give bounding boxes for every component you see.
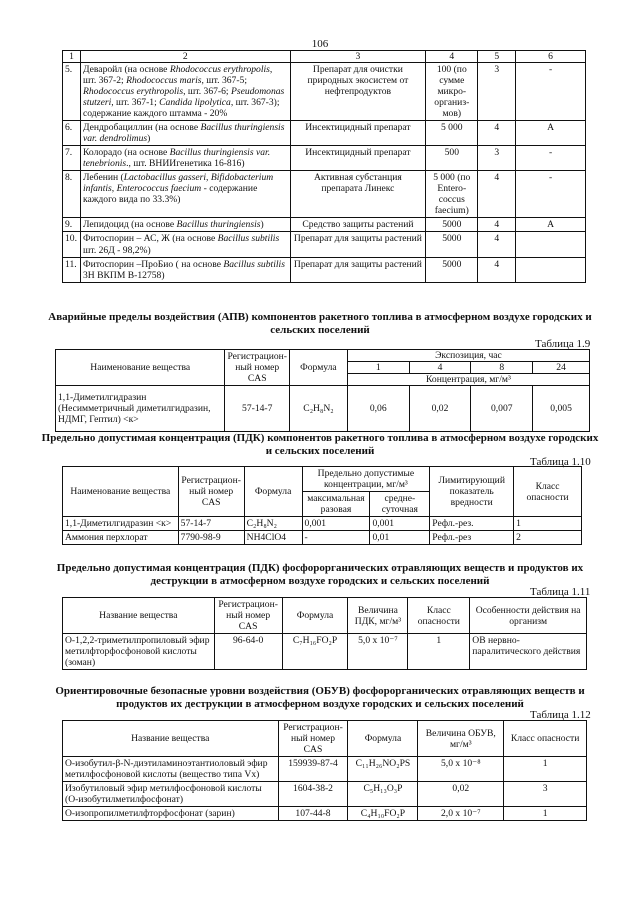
formula: C₄H₁₀FO₂P	[348, 807, 418, 821]
preparation-name: Фитоспорин –ПроБио ( на основе Bacillus subtilis 3Н ВКПМ В-12758)	[80, 257, 290, 282]
preparation-purpose: Инсектицидный препарат	[290, 146, 426, 171]
note-cell: -	[516, 171, 586, 218]
header-exposure: Экспозиция, час	[347, 350, 589, 362]
table-row	[63, 517, 582, 531]
header-concentration: Концентрация, мг/м³	[347, 374, 589, 386]
section-heading-1-12: Ориентировочные безопасные уровни воздействия (ОБУВ) фосфорорганических отравляющих веществ и продуктов их деструкции в атмосферном воздухе городских и сельских поселений	[55, 685, 585, 711]
col-number: 3	[290, 51, 426, 63]
row-number: 7.	[63, 146, 81, 171]
preparation-name: Лебенин (Lactobacillus gasseri, Bifidobacterium infantis, Enterococcus faecium - содержание каждого вида по 33.3%)	[80, 171, 290, 218]
header-hour: 4	[409, 362, 471, 374]
hazard-class: 4	[478, 232, 516, 257]
obuv-value: 5,0 x 10⁻⁸	[418, 757, 504, 782]
note-cell: -	[516, 63, 586, 121]
hazard-class: 1	[514, 517, 582, 531]
header-name: Наименование вещества	[56, 350, 225, 386]
value-cell: 0,06	[347, 386, 409, 432]
header-formula: Формула	[244, 467, 302, 517]
substance-name: 1,1-Диметилгидразин <к>	[63, 517, 179, 531]
header-pdk: Предельно допустимые концентрации, мг/м³	[302, 467, 430, 492]
preparation-name: Деваройл (на основе Rhodococcus erythropolis, шт. 367-2; Rhodococcus maris, шт. 367-5; Rhodococcus erythropolis, шт. 367-6; Pseudomonas stutzeri, шт. 367-1; Candida lipolytica, шт. 367-3); содержание каждого штамма - 20%	[80, 63, 290, 121]
formula: C₅H₁₃O₃P	[348, 782, 418, 807]
header-obuv: Величина ОБУВ, мг/м³	[418, 721, 504, 757]
header-hour: 1	[347, 362, 409, 374]
table-row	[63, 51, 586, 63]
cas-number: 1604-38-2	[278, 782, 348, 807]
table-row	[63, 232, 586, 257]
substance-name: Изобутиловый эфир метилфосфоновой кислоты (О-изобутилметилфосфонат)	[63, 782, 279, 807]
hazard-class: 2	[514, 531, 582, 545]
substance-name: Аммония перхлорат	[63, 531, 179, 545]
pdk-value: 5,0 x 10⁻⁷	[348, 634, 408, 670]
row-number: 6.	[63, 121, 81, 146]
header-max: максимальная разовая	[302, 492, 370, 517]
hazard-class: 1	[408, 634, 470, 670]
substance-name: 1,1-Диметилгидразин (Несимметричный диметилгидразин, НДМГ, Гептил) <к>	[56, 386, 225, 432]
value-cell: 0,02	[409, 386, 471, 432]
note-cell	[516, 232, 586, 257]
cas-number: 7790-98-9	[178, 531, 244, 545]
substance-name: О-изопропилметилфторфосфонат (зарин)	[63, 807, 279, 821]
hazard-class: 3	[504, 782, 587, 807]
header-limiting: Лимитирующий показатель вредности	[430, 467, 514, 517]
obuv-value: 2,0 x 10⁻⁷	[418, 807, 504, 821]
header-avg: средне-суточная	[370, 492, 430, 517]
header-formula: Формула	[282, 598, 348, 634]
note-cell: -	[516, 146, 586, 171]
row-number: 8.	[63, 171, 81, 218]
norm-value: 5000	[426, 257, 478, 282]
hazard-class: 1	[504, 807, 587, 821]
pdk-rocket-table	[62, 466, 582, 545]
table-row	[63, 146, 586, 171]
table-row	[63, 218, 586, 232]
row-number: 5.	[63, 63, 81, 121]
header-features: Особенности действия на организм	[470, 598, 587, 634]
section-heading-1-10: Предельно допустимая концентрация (ПДК) компонентов ракетного топлива в атмосферном воздухе городских и сельских поселений	[41, 432, 599, 458]
section-heading-1-11: Предельно допустимая концентрация (ПДК) фосфорорганических отравляющих веществ и продуктов их деструкции в атмосферном воздухе городских и сельских поселений	[56, 562, 584, 588]
daily-avg-value: 0,001	[370, 517, 430, 531]
formula: C₇H₁₆FO₂P	[282, 634, 348, 670]
norm-value: 5000	[426, 232, 478, 257]
table-label-1-9: Таблица 1.9	[535, 338, 591, 350]
table-row	[56, 350, 590, 362]
hazard-class: 4	[478, 218, 516, 232]
table-row	[63, 467, 582, 492]
header-class: Класс опасности	[504, 721, 587, 757]
norm-value: 100 (по сумме микро-организ-мов)	[426, 63, 478, 121]
header-cas: Регистрацион-ный номер CAS	[178, 467, 244, 517]
microbial-preparations-table	[62, 50, 586, 283]
preparation-name: Фитоспорин – АС, Ж (на основе Bacillus subtilis шт. 26Д - 98,2%)	[80, 232, 290, 257]
substance-name: О-изобутил-β-N-диэтиламиноэтантиоловый эфир метилфосфоновой кислоты (вещество типа Vx)	[63, 757, 279, 782]
col-number: 6	[516, 51, 586, 63]
norm-value: 5000	[426, 218, 478, 232]
hazard-class: 4	[478, 171, 516, 218]
table-row	[63, 721, 587, 757]
pdk-organophosphate-table	[62, 597, 587, 670]
norm-value: 500	[426, 146, 478, 171]
table-label-1-11: Таблица 1.11	[530, 586, 591, 598]
header-name: Название вещества	[63, 598, 215, 634]
preparation-purpose: Инсектицидный препарат	[290, 121, 426, 146]
header-cas: Регистрацион-ный номер CAS	[214, 598, 282, 634]
action-features: ОВ нервно-паралитического действия	[470, 634, 587, 670]
table-row	[63, 121, 586, 146]
table-row	[63, 782, 587, 807]
col-number: 1	[63, 51, 81, 63]
cas-number: 159939-87-4	[278, 757, 348, 782]
hazard-class: 3	[478, 63, 516, 121]
header-name: Наименование вещества	[63, 467, 179, 517]
col-number: 5	[478, 51, 516, 63]
formula: NH4ClO4	[244, 531, 302, 545]
table-row	[63, 171, 586, 218]
cas-number: 107-44-8	[278, 807, 348, 821]
table-row	[63, 257, 586, 282]
table-row	[63, 598, 587, 634]
note-cell: А	[516, 218, 586, 232]
hazard-class: 4	[478, 121, 516, 146]
preparation-name: Дендробациллин (на основе Bacillus thuringiensis var. dendrolimus)	[80, 121, 290, 146]
substance-name: О-1,2,2-триметилпропиловый эфир метилфторфосфоновой кислоты (зоман)	[63, 634, 215, 670]
obuv-value: 0,02	[418, 782, 504, 807]
header-cas: Регистрацион-ный номер CAS	[225, 350, 290, 386]
header-formula: Формула	[348, 721, 418, 757]
preparation-name: Колорадо (на основе Bacillus thuringiensis var. tenebrionis., шт. ВНИИгенетика 16-816)	[80, 146, 290, 171]
limiting-indicator: Рефл.-рез	[430, 531, 514, 545]
table-row	[63, 807, 587, 821]
table-label-1-12: Таблица 1.12	[530, 709, 591, 721]
row-number: 10.	[63, 232, 81, 257]
header-hour: 24	[533, 362, 590, 374]
preparation-name: Лепидоцид (на основе Bacillus thuringiensis)	[80, 218, 290, 232]
preparation-purpose: Средство защиты растений	[290, 218, 426, 232]
note-cell	[516, 257, 586, 282]
table-label-1-10: Таблица 1.10	[530, 456, 591, 468]
table-row	[56, 386, 590, 432]
cas-number: 96-64-0	[214, 634, 282, 670]
col-number: 2	[80, 51, 290, 63]
row-number: 9.	[63, 218, 81, 232]
daily-avg-value: 0,01	[370, 531, 430, 545]
header-cas: Регистрацион-ный номер CAS	[278, 721, 348, 757]
preparation-purpose: Препарат для защиты растений	[290, 257, 426, 282]
header-hour: 8	[471, 362, 533, 374]
obuv-table	[62, 720, 587, 821]
col-number: 4	[426, 51, 478, 63]
hazard-class: 3	[478, 146, 516, 171]
formula: C₂H₈N₂	[290, 386, 348, 432]
section-heading-1-9: Аварийные пределы воздействия (АПВ) компонентов ракетного топлива в атмосферном воздухе городских и сельских поселений	[48, 311, 592, 337]
header-pdk: Величина ПДК, мг/м³	[348, 598, 408, 634]
value-cell: 0,005	[533, 386, 590, 432]
formula: C₁₁H₂₆NO₂PS	[348, 757, 418, 782]
hazard-class: 4	[478, 257, 516, 282]
table-row	[63, 531, 582, 545]
preparation-purpose: Препарат для очистки природных экосистем от нефтепродуктов	[290, 63, 426, 121]
table-row	[63, 634, 587, 670]
norm-value: 5 000 (по Entero-coccus faecium)	[426, 171, 478, 218]
max-single-value: -	[302, 531, 370, 545]
header-name: Название вещества	[63, 721, 279, 757]
preparation-purpose: Активная субстанция препарата Линекс	[290, 171, 426, 218]
norm-value: 5 000	[426, 121, 478, 146]
formula: C₂H₈N₂	[244, 517, 302, 531]
value-cell: 0,007	[471, 386, 533, 432]
note-cell: А	[516, 121, 586, 146]
preparation-purpose: Препарат для защиты растений	[290, 232, 426, 257]
cas-number: 57-14-7	[178, 517, 244, 531]
cas-number: 57-14-7	[225, 386, 290, 432]
row-number: 11.	[63, 257, 81, 282]
max-single-value: 0,001	[302, 517, 370, 531]
table-row	[63, 63, 586, 121]
apv-table	[55, 349, 590, 432]
header-class: Класс опасности	[514, 467, 582, 517]
table-row	[63, 757, 587, 782]
header-class: Класс опасности	[408, 598, 470, 634]
hazard-class: 1	[504, 757, 587, 782]
page-number: 106	[311, 38, 329, 50]
limiting-indicator: Рефл.-рез.	[430, 517, 514, 531]
header-formula: Формула	[290, 350, 348, 386]
